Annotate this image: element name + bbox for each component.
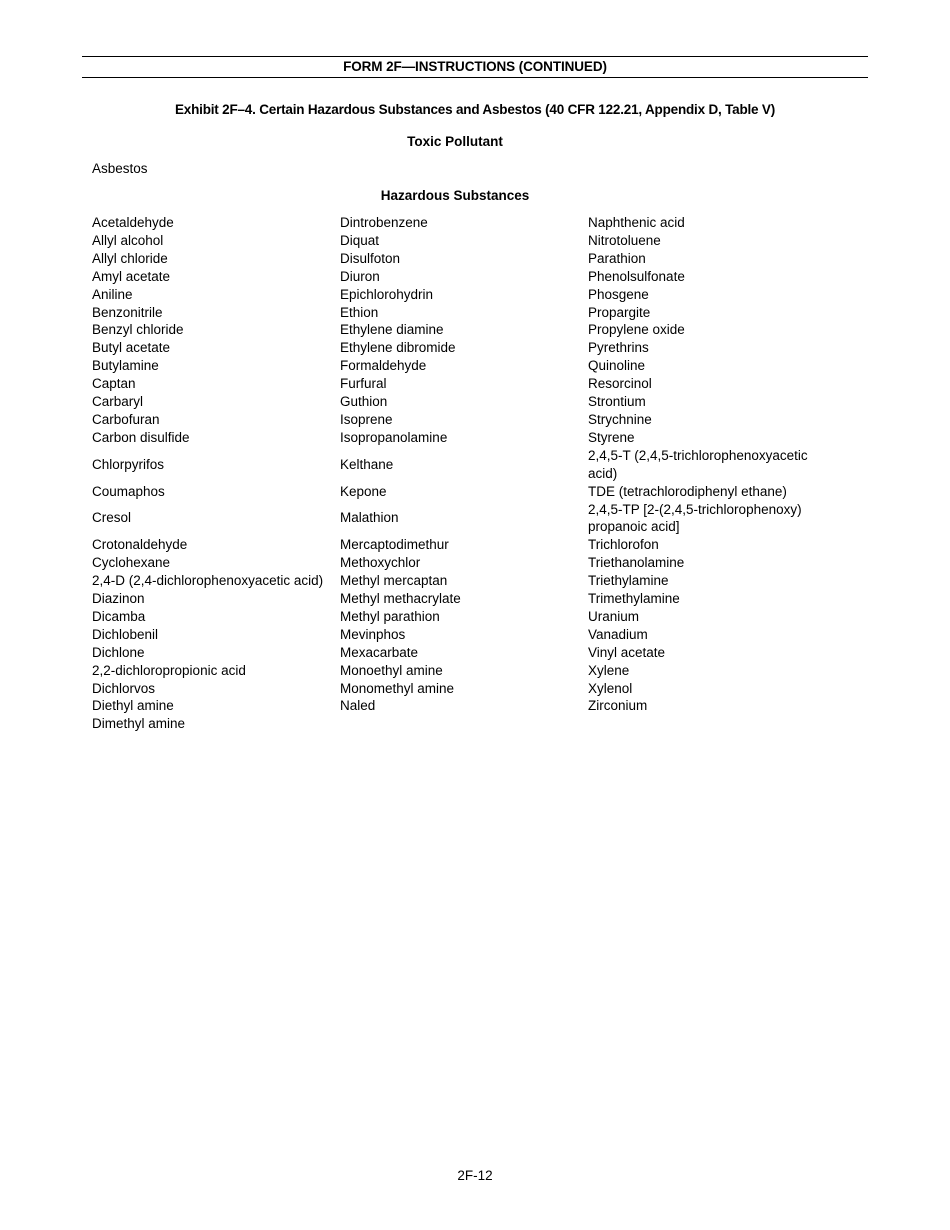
table-row — [92, 268, 808, 286]
table-row — [92, 608, 808, 626]
table-row — [92, 536, 808, 554]
substance-cell: TDE (tetrachlorodiphenyl ethane) — [588, 483, 787, 499]
substance-cell: Carbofuran — [92, 411, 160, 427]
table-row — [92, 572, 808, 590]
substance-cell: Vanadium — [588, 626, 648, 642]
table-row — [92, 429, 808, 447]
substance-cell: Propylene oxide — [588, 322, 685, 338]
table-row — [92, 715, 808, 733]
substance-cell: Crotonaldehyde — [92, 537, 188, 553]
table-row — [92, 626, 808, 644]
substance-cell: Carbon disulfide — [92, 429, 190, 445]
hazardous-substances-table — [92, 214, 808, 733]
table-row — [92, 554, 808, 572]
substance-cell: Quinoline — [588, 358, 646, 374]
table-row — [92, 286, 808, 304]
substance-cell: Dimethyl amine — [92, 716, 186, 732]
substance-cell: Butylamine — [92, 358, 159, 374]
substance-cell: Zirconium — [588, 698, 648, 714]
substance-cell: Phosgene — [588, 286, 649, 302]
table-row — [92, 483, 808, 501]
substance-cell: Parathion — [588, 250, 646, 266]
substance-cell: Dichlone — [92, 644, 145, 660]
substance-cell: Triethylamine — [588, 573, 669, 589]
substance-cell: Furfural — [340, 376, 387, 392]
toxic-pollutant-item: Asbestos — [92, 161, 148, 176]
substance-cell: Amyl acetate — [92, 268, 171, 284]
substance-cell: Monomethyl amine — [340, 680, 455, 696]
substance-cell: Mevinphos — [340, 626, 406, 642]
substance-cell: Resorcinol — [588, 376, 652, 392]
substance-cell: Butyl acetate — [92, 340, 171, 356]
page-number: 2F-12 — [457, 1168, 493, 1183]
substance-cell: Diuron — [340, 268, 380, 284]
table-row — [92, 411, 808, 429]
substance-cell: 2,4,5-T (2,4,5-trichlorophenoxyacetic acid) — [588, 447, 808, 481]
substance-cell: Dintrobenzene — [340, 215, 428, 230]
substance-cell: Mercaptodimethur — [340, 537, 449, 553]
table-row — [92, 644, 808, 662]
table-row — [92, 214, 808, 232]
substance-cell: Xylene — [588, 662, 630, 678]
substance-cell: Diethyl amine — [92, 698, 174, 714]
toxic-pollutant-heading: Toxic Pollutant — [407, 134, 503, 149]
substance-cell — [340, 715, 588, 733]
table-row — [92, 304, 808, 322]
table-row — [92, 250, 808, 268]
substance-cell: Dicamba — [92, 608, 146, 624]
substance-cell: Guthion — [340, 394, 388, 410]
table-row — [92, 357, 808, 375]
substance-cell: Epichlorohydrin — [340, 286, 434, 302]
substance-cell: Uranium — [588, 608, 640, 624]
substance-cell: Isopropanolamine — [340, 429, 448, 445]
substance-cell: Aniline — [92, 286, 133, 302]
substance-cell: Nitrotoluene — [588, 232, 661, 248]
substance-cell: Formaldehyde — [340, 358, 427, 374]
substance-cell: Methoxychlor — [340, 555, 421, 571]
substance-cell: Monoethyl amine — [340, 662, 443, 678]
substance-cell: Diquat — [340, 232, 380, 248]
substance-cell: Carbaryl — [92, 394, 144, 410]
substance-cell: Trimethylamine — [588, 591, 680, 607]
table-row — [92, 375, 808, 393]
table-row — [92, 697, 808, 715]
substance-cell: Cresol — [92, 510, 132, 526]
substance-cell: Propargite — [588, 304, 651, 320]
substance-cell: Kepone — [340, 483, 387, 499]
table-row — [92, 321, 808, 339]
substance-cell: Isoprene — [340, 411, 393, 427]
table-row — [92, 339, 808, 357]
substance-cell: Methyl mercaptan — [340, 573, 448, 589]
substance-cell: Ethylene dibromide — [340, 340, 456, 356]
substance-cell: Allyl alcohol — [92, 232, 164, 248]
substance-cell: Acetaldehyde — [92, 215, 174, 230]
substance-cell: 2,4-D (2,4-dichlorophenoxyacetic acid) — [92, 573, 324, 589]
table-row — [92, 232, 808, 250]
substance-cell: Strychnine — [588, 411, 652, 427]
table-row — [92, 680, 808, 698]
substance-cell: Xylenol — [588, 680, 633, 696]
substance-cell: 2,2-dichloropropionic acid — [92, 662, 246, 678]
substance-cell: Coumaphos — [92, 483, 165, 499]
substance-cell: Ethion — [340, 304, 379, 320]
substance-cell: Naphthenic acid — [588, 215, 685, 230]
substance-cell: Methyl parathion — [340, 608, 440, 624]
exhibit-title: Exhibit 2F–4. Certain Hazardous Substances and Asbestos (40 CFR 122.21, Appendix D, Table V) — [174, 102, 776, 117]
substance-cell: Pyrethrins — [588, 340, 649, 356]
substance-cell: Methyl methacrylate — [340, 591, 461, 607]
substance-cell: Trichlorofon — [588, 537, 659, 553]
substance-cell: Malathion — [340, 510, 399, 526]
substance-cell: Mexacarbate — [340, 644, 419, 660]
table-row — [92, 501, 808, 537]
substance-cell: Ethylene diamine — [340, 322, 444, 338]
substance-cell: 2,4,5-TP [2-(2,4,5-trichlorophenoxy) propanoic acid] — [588, 501, 802, 535]
hazardous-substances-heading: Hazardous Substances — [380, 188, 530, 203]
substance-cell: Naled — [340, 698, 376, 714]
substance-cell: Cyclohexane — [92, 555, 171, 571]
substance-cell: Phenolsulfonate — [588, 268, 685, 284]
substance-cell: Benzyl chloride — [92, 322, 184, 338]
substance-cell — [588, 715, 808, 733]
table-row — [92, 393, 808, 411]
substance-cell: Kelthane — [340, 456, 394, 472]
substance-cell: Benzonitrile — [92, 304, 163, 320]
table-row — [92, 447, 808, 483]
table-row — [92, 662, 808, 680]
form-header: FORM 2F—INSTRUCTIONS (CONTINUED) — [82, 56, 868, 78]
substance-cell: Allyl chloride — [92, 250, 168, 266]
substance-cell: Captan — [92, 376, 136, 392]
substance-cell: Dichlorvos — [92, 680, 156, 696]
table-row — [92, 590, 808, 608]
substance-cell: Disulfoton — [340, 250, 401, 266]
substance-cell: Styrene — [588, 429, 635, 445]
substance-cell: Dichlobenil — [92, 626, 159, 642]
substance-cell: Strontium — [588, 394, 646, 410]
substance-cell: Vinyl acetate — [588, 644, 666, 660]
substance-cell: Triethanolamine — [588, 555, 685, 571]
substance-cell: Diazinon — [92, 591, 145, 607]
substance-cell: Chlorpyrifos — [92, 456, 165, 472]
